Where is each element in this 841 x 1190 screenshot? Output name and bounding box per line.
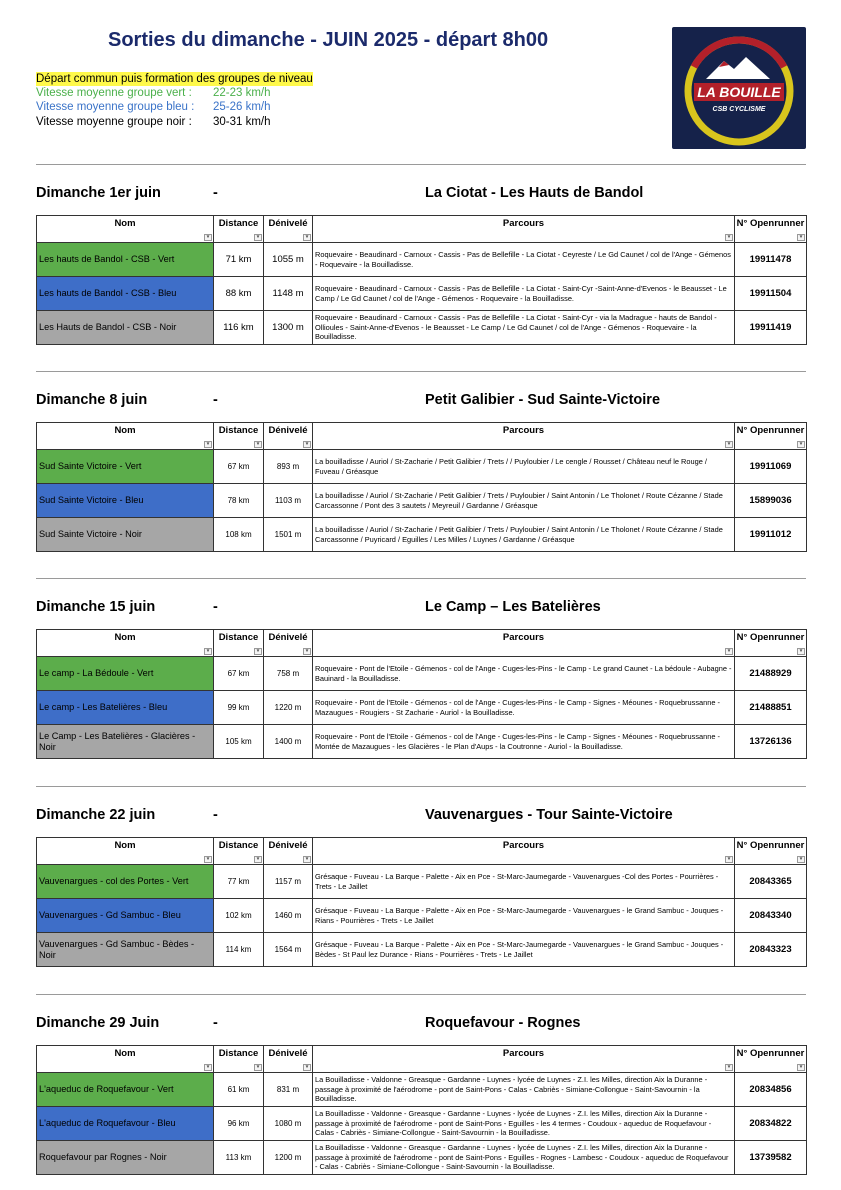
col-header-elevation xyxy=(264,1046,313,1073)
col-header-label: Parcours xyxy=(502,1048,545,1059)
col-header-label: Nom xyxy=(114,1048,136,1059)
ride-openrunner-id: 20843323 xyxy=(735,933,807,967)
ride-name: Vauvenargues - Gd Sambuc - Bèdes - Noir xyxy=(37,933,214,967)
ride-name: Vauvenargues - col des Portes - Vert xyxy=(37,865,214,899)
ride-elevation: 1501 m xyxy=(264,518,313,552)
col-header-name xyxy=(37,1046,214,1073)
table-row xyxy=(37,865,807,899)
ride-openrunner-id: 19911478 xyxy=(735,243,807,277)
ride-elevation: 1055 m xyxy=(264,243,313,277)
ride-openrunner-id: 19911012 xyxy=(735,518,807,552)
filter-dropdown-icon[interactable]: ▾ xyxy=(204,856,212,863)
ride-name: Sud Sainte Victoire - Bleu xyxy=(37,484,214,518)
col-header-openrunner xyxy=(735,216,807,243)
col-header-label: Dénivelé xyxy=(268,218,308,229)
col-header-label: Parcours xyxy=(502,425,545,436)
ride-openrunner-id: 21488851 xyxy=(735,691,807,725)
col-header-label: Nom xyxy=(114,840,136,851)
intro-block xyxy=(36,72,313,129)
ride-distance: 102 km xyxy=(214,899,264,933)
ride-elevation: 1157 m xyxy=(264,865,313,899)
col-header-name xyxy=(37,216,214,243)
logo-mountain-icon xyxy=(706,57,770,79)
section-dash: - xyxy=(213,185,218,201)
ride-openrunner-id: 20834856 xyxy=(735,1073,807,1107)
ride-openrunner-id: 13739582 xyxy=(735,1141,807,1175)
filter-dropdown-icon[interactable]: ▾ xyxy=(254,856,262,863)
ride-openrunner-id: 20843365 xyxy=(735,865,807,899)
ride-openrunner-id: 21488929 xyxy=(735,657,807,691)
ride-name: Sud Sainte Victoire - Vert xyxy=(37,450,214,484)
ride-table xyxy=(36,422,807,552)
ride-distance: 71 km xyxy=(214,243,264,277)
ride-elevation: 1564 m xyxy=(264,933,313,967)
ride-openrunner-id: 15899036 xyxy=(735,484,807,518)
col-header-elevation xyxy=(264,630,313,657)
ride-name: Les hauts de Bandol - CSB - Bleu xyxy=(37,277,214,311)
table-row xyxy=(37,1073,807,1107)
filter-dropdown-icon[interactable]: ▾ xyxy=(204,1064,212,1071)
col-header-route xyxy=(313,1046,735,1073)
col-header-label: Distance xyxy=(218,632,259,643)
ride-distance: 67 km xyxy=(214,657,264,691)
col-header-label: Distance xyxy=(218,840,259,851)
table-row xyxy=(37,725,807,759)
ride-distance: 105 km xyxy=(214,725,264,759)
col-header-route xyxy=(313,216,735,243)
filter-dropdown-icon[interactable]: ▾ xyxy=(254,441,262,448)
filter-dropdown-icon[interactable]: ▾ xyxy=(725,441,733,448)
ride-elevation: 893 m xyxy=(264,450,313,484)
filter-dropdown-icon[interactable]: ▾ xyxy=(254,1064,262,1071)
filter-dropdown-icon[interactable]: ▾ xyxy=(725,856,733,863)
col-header-distance xyxy=(214,1046,264,1073)
ride-route: La Bouilladisse - Valdonne - Greasque - Gardanne - Luynes - lycée de Luynes - Z.I. les Milles, direction Aix la Duranne - passage à proximité de l'aérodrome - pont de Saint-Pons - Calas - Cabriès - Simiane-Collongue - Saint-Savournin - la Bouilladisse. xyxy=(313,1073,735,1107)
speed-row-vert xyxy=(36,86,313,100)
ride-name: Sud Sainte Victoire - Noir xyxy=(37,518,214,552)
speed-value: 22-23 km/h xyxy=(213,87,271,100)
filter-dropdown-icon[interactable]: ▾ xyxy=(725,234,733,241)
section-day: Dimanche 1er juin xyxy=(36,185,161,201)
logo-ring-red xyxy=(694,40,784,67)
filter-dropdown-icon[interactable]: ▾ xyxy=(725,648,733,655)
speed-label: Vitesse moyenne groupe vert : xyxy=(36,87,192,100)
logo-text-main: LA BOUILLE xyxy=(697,84,781,100)
col-header-openrunner xyxy=(735,1046,807,1073)
ride-route: Grésaque - Fuveau - La Barque - Palette - Aix en Pce - St-Marc-Jaumegarde - Vauvenargues - le Grand Sambuc - Jouques - Rians - Pourrières - Trets - Le Jaillet xyxy=(313,899,735,933)
ride-elevation: 1460 m xyxy=(264,899,313,933)
filter-dropdown-icon[interactable]: ▾ xyxy=(797,234,805,241)
section-route-title: Le Camp – Les Batelières xyxy=(425,599,601,615)
filter-dropdown-icon[interactable]: ▾ xyxy=(204,648,212,655)
ride-route: La bouilladisse / Auriol / St-Zacharie / Petit Galibier / Trets / / Puyloubier / Le cengle / Rousset / Château neuf le Rouge / Fuveau / Gréasque xyxy=(313,450,735,484)
table-row xyxy=(37,657,807,691)
col-header-distance xyxy=(214,423,264,450)
col-header-openrunner xyxy=(735,630,807,657)
speed-row-noir xyxy=(36,115,313,129)
section-separator xyxy=(36,371,806,372)
ride-elevation: 831 m xyxy=(264,1073,313,1107)
table-row xyxy=(37,1141,807,1175)
ride-table xyxy=(36,215,807,345)
ride-table xyxy=(36,1045,807,1175)
ride-elevation: 1103 m xyxy=(264,484,313,518)
col-header-label: Nom xyxy=(114,425,136,436)
table-row xyxy=(37,1107,807,1141)
speed-label: Vitesse moyenne groupe bleu : xyxy=(36,101,195,114)
col-header-name xyxy=(37,630,214,657)
section-separator xyxy=(36,578,806,579)
ride-route: La Bouilladisse - Valdonne - Greasque - Gardanne - Luynes - lycée de Luynes - Z.I. les Milles, direction Aix la Duranne - passage à proximité de l'aérodrome - pont de Saint-Pons - Eguilles - Rognes - Lambesc - Coudoux - aqueduc de Roquefavour - Calas - Cabriès - Simiane-Collongue - Saint-Savournin - la Bouilladisse. xyxy=(313,1141,735,1175)
section-dash: - xyxy=(213,392,218,408)
section-day: Dimanche 22 juin xyxy=(36,807,156,823)
ride-openrunner-id: 20843340 xyxy=(735,899,807,933)
ride-table xyxy=(36,837,807,967)
ride-openrunner-id: 13726136 xyxy=(735,725,807,759)
col-header-route xyxy=(313,630,735,657)
ride-route: La bouilladisse / Auriol / St-Zacharie / Petit Galibier / Trets / Puyloubier / Saint Antonin / Le Tholonet / Route Cézanne / Stade Carcassonne / Pont des 3 sautets / Meyreuil / Gardanne / Gréasque xyxy=(313,484,735,518)
ride-name: Le camp - Les Batelières - Bleu xyxy=(37,691,214,725)
table-row xyxy=(37,484,807,518)
section-separator xyxy=(36,994,806,995)
filter-dropdown-icon[interactable]: ▾ xyxy=(254,234,262,241)
ride-name: Vauvenargues - Gd Sambuc - Bleu xyxy=(37,899,214,933)
col-header-openrunner xyxy=(735,838,807,865)
ride-name: Le camp - La Bédoule - Vert xyxy=(37,657,214,691)
ride-elevation: 1400 m xyxy=(264,725,313,759)
ride-distance: 78 km xyxy=(214,484,264,518)
page-title: Sorties du dimanche - JUIN 2025 - départ 8h00 xyxy=(108,29,549,51)
ride-route: Roquevaire - Beaudinard - Carnoux - Cassis - Pas de Bellefille - La Ciotat - Saint-Cyr - via la Madrague - hauts de Bandol - Ollioules - Saint-Anne-d'Evenos - le Beausset - Le Camp / Le Gd Caunet / col de l'Ange - Gémenos - Roquevaire - la Bouilladisse. xyxy=(313,311,735,345)
ride-distance: 67 km xyxy=(214,450,264,484)
ride-name: Les hauts de Bandol - CSB - Vert xyxy=(37,243,214,277)
ride-route: Roquevaire - Beaudinard - Carnoux - Cassis - Pas de Bellefille - La Ciotat - Ceyreste / Le Gd Caunet / col de l'Ange - Gémenos - Roquevaire - la Bouilladisse. xyxy=(313,243,735,277)
filter-dropdown-icon[interactable]: ▾ xyxy=(797,648,805,655)
table-row xyxy=(37,450,807,484)
col-header-label: Distance xyxy=(218,1048,259,1059)
section-day: Dimanche 29 Juin xyxy=(36,1015,160,1031)
ride-route: Roquevaire - Pont de l'Etoile - Gémenos - col de l'Ange - Cuges-les-Pins - le Camp - Le grand Caunet - La bédoule - Aubagne - Bauinard - la Bouilladisse. xyxy=(313,657,735,691)
col-header-label: N° Openrunner xyxy=(736,1048,805,1059)
ride-distance: 88 km xyxy=(214,277,264,311)
table-header-row xyxy=(37,838,807,865)
col-header-elevation xyxy=(264,838,313,865)
logo-text-sub: CSB CYCLISME xyxy=(712,106,766,113)
ride-route: Roquevaire - Beaudinard - Carnoux - Cassis - Pas de Bellefille - La Ciotat - Saint-Cyr -Saint-Anne-d'Evenos - le Beausset - Le Camp / Le Gd Caunet / col de l'Ange - Gémenos - Roquevaire - la Bouilladisse. xyxy=(313,277,735,311)
ride-openrunner-id: 20834822 xyxy=(735,1107,807,1141)
speed-value: 30-31 km/h xyxy=(213,115,271,128)
table-row xyxy=(37,277,807,311)
col-header-elevation xyxy=(264,423,313,450)
col-header-distance xyxy=(214,630,264,657)
section-dash: - xyxy=(213,599,218,615)
col-header-label: Distance xyxy=(218,425,259,436)
ride-distance: 113 km xyxy=(214,1141,264,1175)
section-dash: - xyxy=(213,1015,218,1031)
col-header-name xyxy=(37,838,214,865)
ride-openrunner-id: 19911504 xyxy=(735,277,807,311)
filter-dropdown-icon[interactable]: ▾ xyxy=(797,1064,805,1071)
table-header-row xyxy=(37,1046,807,1073)
ride-distance: 99 km xyxy=(214,691,264,725)
table-row xyxy=(37,518,807,552)
ride-openrunner-id: 19911419 xyxy=(735,311,807,345)
col-header-label: Nom xyxy=(114,632,136,643)
ride-elevation: 1148 m xyxy=(264,277,313,311)
filter-dropdown-icon[interactable]: ▾ xyxy=(303,1064,311,1071)
col-header-label: N° Openrunner xyxy=(736,218,805,229)
speed-value: 25-26 km/h xyxy=(213,101,271,114)
col-header-distance xyxy=(214,216,264,243)
filter-dropdown-icon[interactable]: ▾ xyxy=(303,234,311,241)
ride-elevation: 1080 m xyxy=(264,1107,313,1141)
filter-dropdown-icon[interactable]: ▾ xyxy=(797,441,805,448)
col-header-label: Dénivelé xyxy=(268,840,308,851)
table-row xyxy=(37,311,807,345)
ride-name: L'aqueduc de Roquefavour - Vert xyxy=(37,1073,214,1107)
ride-elevation: 758 m xyxy=(264,657,313,691)
col-header-route xyxy=(313,838,735,865)
col-header-label: Dénivelé xyxy=(268,632,308,643)
ride-elevation: 1220 m xyxy=(264,691,313,725)
section-route-title: Roquefavour - Rognes xyxy=(425,1015,581,1031)
filter-dropdown-icon[interactable]: ▾ xyxy=(204,234,212,241)
ride-name: L'aqueduc de Roquefavour - Bleu xyxy=(37,1107,214,1141)
section-route-title: Vauvenargues - Tour Sainte-Victoire xyxy=(425,807,673,823)
section-route-title: La Ciotat - Les Hauts de Bandol xyxy=(425,185,644,201)
ride-route: Grésaque - Fuveau - La Barque - Palette - Aix en Pce - St-Marc-Jaumegarde - Vauvenargues - le Grand Sambuc - Jouques - Bèdes - St Paul lez Durance - Rians - Pourrières - Trets - Le Jaillet xyxy=(313,933,735,967)
section-separator xyxy=(36,164,806,165)
ride-route: Roquevaire - Pont de l'Etoile - Gémenos - col de l'Ange - Cuges-les-Pins - le Camp - Signes - Méounes - Roquebrussanne - Montée de Mazaugues - les Glacières - le Plan d'Aups - la Coutronne - Auriol - la Bouilladisse. xyxy=(313,725,735,759)
ride-distance: 96 km xyxy=(214,1107,264,1141)
filter-dropdown-icon[interactable]: ▾ xyxy=(797,856,805,863)
filter-dropdown-icon[interactable]: ▾ xyxy=(303,441,311,448)
col-header-label: Distance xyxy=(218,218,259,229)
ride-elevation: 1200 m xyxy=(264,1141,313,1175)
ride-elevation: 1300 m xyxy=(264,311,313,345)
club-logo xyxy=(672,27,806,149)
ride-distance: 77 km xyxy=(214,865,264,899)
table-row xyxy=(37,933,807,967)
ride-name: Roquefavour par Rognes - Noir xyxy=(37,1141,214,1175)
ride-distance: 108 km xyxy=(214,518,264,552)
ride-distance: 114 km xyxy=(214,933,264,967)
ride-route: La Bouilladisse - Valdonne - Greasque - Gardanne - Luynes - lycée de Luynes - Z.I. les Milles, direction Aix la Duranne - passage à proximité de l'aérodrome - pont de Saint-Pons - Eguilles - les 4 termes - Coudoux - aqueduc de Roquefavour - Calas - Cabriès - Simiane-Collongue - Saint-Savournin - la Bouilladisse. xyxy=(313,1107,735,1141)
col-header-label: Dénivelé xyxy=(268,425,308,436)
filter-dropdown-icon[interactable]: ▾ xyxy=(725,1064,733,1071)
col-header-label: Parcours xyxy=(502,218,545,229)
section-dash: - xyxy=(213,807,218,823)
col-header-openrunner xyxy=(735,423,807,450)
table-row xyxy=(37,691,807,725)
col-header-label: Parcours xyxy=(502,840,545,851)
filter-dropdown-icon[interactable]: ▾ xyxy=(254,648,262,655)
col-header-label: N° Openrunner xyxy=(736,425,805,436)
filter-dropdown-icon[interactable]: ▾ xyxy=(204,441,212,448)
ride-table xyxy=(36,629,807,759)
ride-name: Les Hauts de Bandol - CSB - Noir xyxy=(37,311,214,345)
col-header-label: Dénivelé xyxy=(268,1048,308,1059)
col-header-name xyxy=(37,423,214,450)
table-row xyxy=(37,899,807,933)
col-header-distance xyxy=(214,838,264,865)
filter-dropdown-icon[interactable]: ▾ xyxy=(303,856,311,863)
col-header-label: Parcours xyxy=(502,632,545,643)
table-row xyxy=(37,243,807,277)
table-header-row xyxy=(37,216,807,243)
speed-row-bleu xyxy=(36,100,313,114)
ride-route: La bouilladisse / Auriol / St-Zacharie / Petit Galibier / Trets / Puyloubier / Saint Antonin / Le Tholonet / Route Cézanne / Stade Carcassonne / Puyricard / Eguilles / Les Milles / Luynes / Gardanne / Gréasque xyxy=(313,518,735,552)
ride-route: Roquevaire - Pont de l'Etoile - Gémenos - col de l'Ange - Cuges-les-Pins - le Camp - Signes - Méounes - Roquebrussanne - Mazaugues - Rougiers - St Zacharie - Auriol - la Bouilladisse. xyxy=(313,691,735,725)
section-route-title: Petit Galibier - Sud Sainte-Victoire xyxy=(425,392,661,408)
filter-dropdown-icon[interactable]: ▾ xyxy=(303,648,311,655)
table-header-row xyxy=(37,423,807,450)
section-separator xyxy=(36,786,806,787)
table-header-row xyxy=(37,630,807,657)
speed-label: Vitesse moyenne groupe noir : xyxy=(36,115,192,128)
intro-highlight: Départ commun puis formation des groupes de niveau xyxy=(36,73,313,85)
ride-route: Grésaque - Fuveau - La Barque - Palette - Aix en Pce - St-Marc-Jaumegarde - Vauvenargues -Col des Portes - Pourrières - Trets - Le Jaillet xyxy=(313,865,735,899)
section-day: Dimanche 15 juin xyxy=(36,599,156,615)
col-header-route xyxy=(313,423,735,450)
logo-graphic xyxy=(672,27,806,149)
col-header-label: Nom xyxy=(114,218,136,229)
section-day: Dimanche 8 juin xyxy=(36,392,148,408)
col-header-elevation xyxy=(264,216,313,243)
col-header-label: N° Openrunner xyxy=(736,840,805,851)
ride-name: Le Camp - Les Batelières - Glacières - Noir xyxy=(37,725,214,759)
ride-distance: 61 km xyxy=(214,1073,264,1107)
ride-distance: 116 km xyxy=(214,311,264,345)
col-header-label: N° Openrunner xyxy=(736,632,805,643)
ride-openrunner-id: 19911069 xyxy=(735,450,807,484)
